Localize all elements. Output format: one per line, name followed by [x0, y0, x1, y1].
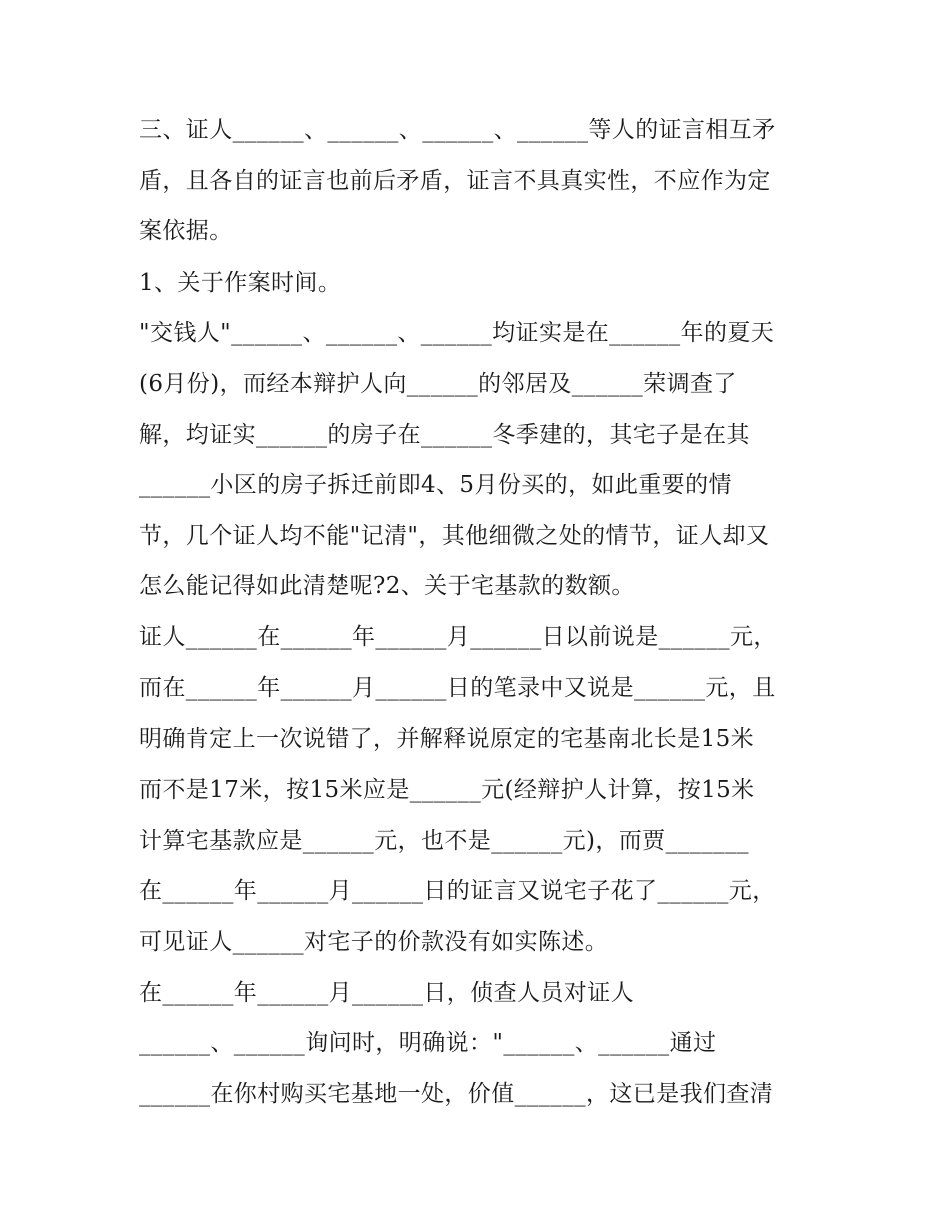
text-line: 怎么能记得如此清楚呢?2、关于宅基款的数额。 — [139, 573, 635, 599]
text-line: 计算宅基款应是______元，也不是______元)，而贾_______ — [139, 828, 749, 854]
text-line: "交钱人"______、______、______均证实是在______年的夏天 — [139, 320, 775, 346]
text-line: 1、关于作案时间。 — [139, 270, 342, 296]
text-line: 而在______年______月______日的笔录中又说是______元，且 — [139, 675, 776, 701]
text-line: 明确肯定上一次说错了，并解释说原定的宅基南北长是15米 — [139, 726, 755, 752]
text-line: ______、______询问时，明确说："______、______通过 — [139, 1030, 717, 1056]
text-line: 可见证人______对宅子的价款没有如实陈述。 — [139, 929, 609, 955]
text-line: 解，均证实______的房子在______冬季建的，其宅子是在其 — [139, 422, 750, 448]
text-line: (6月份)，而经本辩护人向______的邻居及______荣调查了 — [139, 371, 737, 397]
text-line: 节，几个证人均不能"记清"，其他细微之处的情节，证人却又 — [139, 523, 770, 549]
text-line: 在______年______月______日，侦查人员对证人 — [139, 980, 634, 1006]
text-line: 在______年______月______日的证言又说宅子花了______元， — [139, 878, 776, 904]
text-line: 盾，且各自的证言也前后矛盾，证言不具真实性，不应作为定 — [139, 168, 771, 194]
text-line: ______小区的房子拆迁前即4、5月份买的，如此重要的情 — [139, 472, 732, 498]
text-line: ______在你村购买宅基地一处，价值______，这已是我们查清 — [139, 1081, 774, 1107]
text-line: 证人______在______年______月______日以前说是______元， — [139, 624, 777, 650]
text-line: 案依据。 — [139, 218, 233, 244]
text-line: 而不是17米，按15米应是______元(经辩护人计算，按15米 — [139, 777, 755, 803]
text-line: 三、证人______、______、______、______等人的证言相互矛 — [139, 117, 776, 143]
